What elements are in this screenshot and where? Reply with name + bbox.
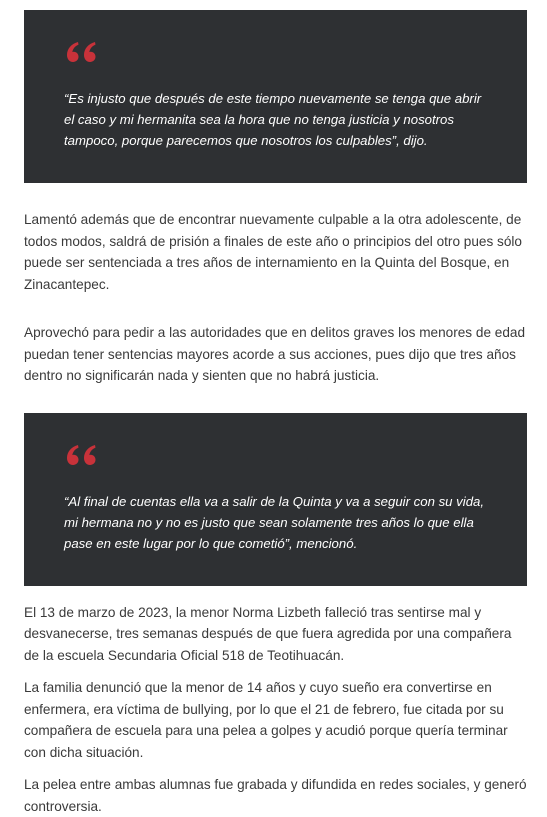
blockquote [24, 413, 527, 586]
paragraph: Lamentó además que de encontrar nuevamente culpable a la otra adolescente, de todos modos, saldrá de prisión a finales de este año o principios del otro pues sólo puede ser sentenciada a tres años de internamiento en la Quinta del Bosque, en Zinacantepec. [24, 212, 522, 292]
paragraph: La pelea entre ambas alumnas fue grabada y difundida en redes sociales, y generó controversia. [24, 777, 527, 814]
quote-text: “Es injusto que después de este tiempo nuevamente se tenga que abrir el caso y mi hermanita sea la hora que no tenga justicia y nosotros tampoco, porque parecemos que nosotros los culpables”, dijo. [64, 91, 482, 148]
paragraph: Aprovechó para pedir a las autoridades que en delitos graves los menores de edad puedan tener sentencias mayores acorde a sus acciones, pues dijo que tres años dentro no significarán nada y sienten que no habrá justicia. [24, 325, 526, 383]
quote-icon [64, 40, 104, 68]
article-body [24, 10, 527, 817]
paragraph: La familia denunció que la menor de 14 años y cuyo sueño era convertirse en enfermera, era víctima de bullying, por lo que el 21 de febrero, fue citada por su compañera de escuela para una pelea a golpes y acudió porque quería terminar con dicha situación. [24, 680, 508, 760]
blockquote [24, 10, 527, 183]
quote-icon [64, 443, 104, 471]
quote-text: “Al final de cuentas ella va a salir de la Quinta y va a seguir con su vida, mi hermana no y no es justo que sean solamente tres años lo que ella pase en este lugar por lo que cometió”, mencionó. [64, 493, 485, 551]
paragraph: El 13 de marzo de 2023, la menor Norma Lizbeth falleció tras sentirse mal y desvanecerse, tres semanas después de que fuera agredida por una compañera de la escuela Secundaria Oficial 518 de Teotihuacán. [24, 604, 512, 663]
